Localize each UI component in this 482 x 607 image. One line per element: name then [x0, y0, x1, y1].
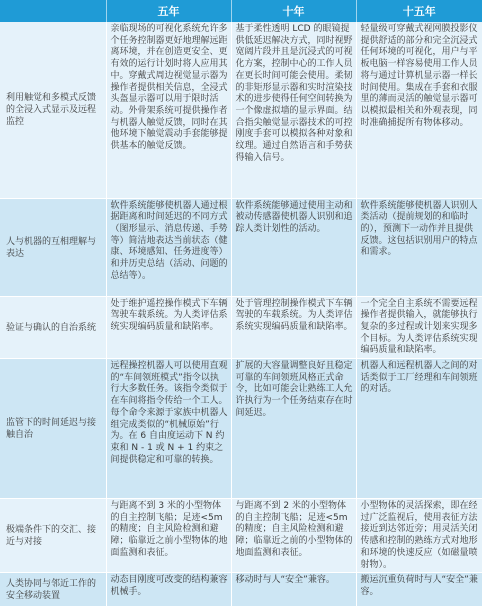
header-row [0, 0, 482, 22]
cell-five-years: 远程操控机器人可以使用直观的“车间领班模式”指令以执行大多数任务。该指令类似于在车间将指令传给一个工人。每个命令来源于家族中机器人组完成类似的“机械原始”行为。在 6 自由度运动下 N 约束和 N - 1 或 N + 1 约束之间提供稳定和可靠的转换。 [106, 359, 231, 499]
cell-five-years: 处于维护遥控操作模式下车辆驾驶车载系统。为人类评估系统实现编码质量和缺陷率。 [106, 296, 231, 359]
cell-ten-years: 处于管理控制操作模式下车辆驾驶的车载系统。为人类评估系统实现编码质量和缺陷率。 [231, 296, 356, 359]
row-category: 人类协同与邻近工作的安全移动装置 [0, 573, 106, 607]
cell-fifteen-years: 小型物体的灵活探索，即在经过广泛监视后，使用表征方法接近到达邻近旁；用灵活关闭传感和控制的熟练方式对地形和环境的快速反应（如磁量喷射物）。 [356, 499, 482, 573]
header-ten-years: 十年 [231, 0, 356, 22]
cell-ten-years: 基于柔性透明 LCD 的眼镜提供低延迟解决方式，同时视野宽阔片段并且是沉浸式的可视化方案，控制中心的工作人员在更长时间可能会使用。柔韧的非矩形显示器和实时渲染技术的进步使得任何空间转换为一个像虚拟墙的显示界面。结合指尖触觉显示器技术的可控刚度手套可以模拟各种对象和纹理。通过自然语言和手势获得输入信号。 [231, 22, 356, 198]
table-row [0, 359, 482, 499]
header-fifteen-years: 十五年 [356, 0, 482, 22]
cell-ten-years: 软件系统能够通过使用主动和被动传感器使机器人识别和追踪人类计划性的活动。 [231, 198, 356, 296]
cell-fifteen-years: 机器人和远程机器人之间的对话类似于工厂经理和车间领班的对话。 [356, 359, 482, 499]
table-row [0, 198, 482, 296]
cell-fifteen-years: 轻量级可穿戴式视网膜投影仪提供舒适的部分和完全沉浸式任何环境的可视化，用户与平板电脑一样容易使用工作人员将与通过计算机显示器一样长时间使用。集成在手套和衣服里的薄而灵活的触觉显示器可以模拟最相关和外观表现，同时准确捕捉所有物体移动。 [356, 22, 482, 198]
row-category: 极端条件下的交汇、接近与对接 [0, 499, 106, 573]
row-category: 利用触觉和多模式反馈的全浸入式显示及远程监控 [0, 22, 106, 198]
table-row [0, 22, 482, 198]
cell-five-years: 动态目刚度可改变的结构兼容机械手。 [106, 573, 231, 607]
row-category: 监管下的时间延迟与接触自治 [0, 359, 106, 499]
table-row [0, 499, 482, 573]
table-row [0, 573, 482, 607]
cell-ten-years: 与距离不到 2 米的小型物体的自主控制飞船；足迹<5m 的精度；自主风险检测和避障；临靠近之前的小型物体的地面监测和表征。 [231, 499, 356, 573]
cell-ten-years: 移动时与人“安全”兼容。 [231, 573, 356, 607]
cell-fifteen-years: 一个完全自主系统不需要远程操作者提供输入，就能够执行复杂的多过程或计划来实现多个目标。为人类评估系统实现编码质量和缺陷率。 [356, 296, 482, 359]
cell-five-years: 亲临现场的可视化系统允许多个任务控制器更好地理解远距离环境，并在创造更安全、更有效的运行计划时将人应用其中。穿戴式周边视觉显示器为操作者提供相关信息，全浸式头盔显示器可以用于限时活动。外骨架系统可提供操作者与机器人触觉反馈，同时在其他环境下触觉震动手套能够提供基本的触觉反馈。 [106, 22, 231, 198]
cell-five-years: 与距离不到 3 米的小型物体的自主控制飞船；足迹<5m 的精度；自主风险检测和避障；临靠近之前小型物体的地面监测和表征。 [106, 499, 231, 573]
row-category: 验证与确认的自治系统 [0, 296, 106, 359]
cell-ten-years: 扩展的大容量调整良好且稳定可靠的车间领班风格正式命令，比如可能会让熟练工人允许执行为一个任务结束存在时间延迟。 [231, 359, 356, 499]
header-category [0, 0, 106, 22]
cell-five-years: 软件系统能够使机器人通过根据距离和时间延迟的不同方式（图形显示、消息传递、手势等）简洁地表达当前状态（健康、环境感知、任务进度等）和并历史总结（活动、问题的总结等）。 [106, 198, 231, 296]
cell-fifteen-years: 软件系统能够使机器人识别人类活动（提前规划的和临时的），预测下一动作并且提供反馈。这包括识别用户的特点和需求。 [356, 198, 482, 296]
row-category: 人与机器的互相理解与表达 [0, 198, 106, 296]
table-row [0, 296, 482, 359]
header-five-years: 五年 [106, 0, 231, 22]
cell-fifteen-years: 搬运沉重负荷时与人“安全”兼容。 [356, 573, 482, 607]
